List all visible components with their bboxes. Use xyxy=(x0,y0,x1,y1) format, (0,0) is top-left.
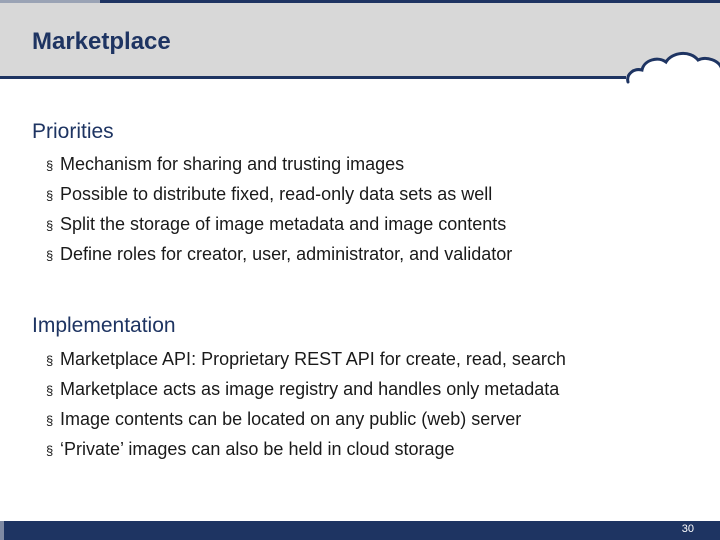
bullet-icon: § xyxy=(46,443,54,458)
bullet-icon: § xyxy=(46,158,54,173)
bullet-icon: § xyxy=(46,413,54,428)
list-item xyxy=(46,149,512,179)
bullet-text: ‘Private’ images can also be held in cloud storage xyxy=(60,439,455,459)
section-heading-priorities: Priorities xyxy=(32,120,114,143)
bullet-icon: § xyxy=(46,248,54,263)
priorities-list xyxy=(46,149,512,269)
list-item xyxy=(46,404,566,434)
slide-title: Marketplace xyxy=(32,28,171,55)
list-item xyxy=(46,209,512,239)
title-rule xyxy=(0,76,626,79)
list-item xyxy=(46,239,512,269)
list-item xyxy=(46,374,566,404)
bullet-icon: § xyxy=(46,383,54,398)
list-item xyxy=(46,344,566,374)
section-heading-implementation: Implementation xyxy=(32,314,176,337)
footer-accent xyxy=(0,521,4,540)
bullet-text: Marketplace acts as image registry and handles only metadata xyxy=(60,379,560,399)
page-number: 30 xyxy=(681,523,694,535)
cloud-icon xyxy=(624,50,720,84)
implementation-list xyxy=(46,344,566,464)
bullet-icon: § xyxy=(46,188,54,203)
list-item xyxy=(46,179,512,209)
bullet-icon: § xyxy=(46,353,54,368)
bullet-icon: § xyxy=(46,218,54,233)
bullet-text: Possible to distribute fixed, read-only data sets as well xyxy=(60,184,493,204)
bullet-text: Split the storage of image metadata and image contents xyxy=(60,214,507,234)
bullet-text: Image contents can be located on any public (web) server xyxy=(60,409,522,429)
footer-bar xyxy=(0,521,720,540)
bullet-text: Marketplace API: Proprietary REST API for create, read, search xyxy=(60,349,566,369)
bullet-text: Define roles for creator, user, administrator, and validator xyxy=(60,244,513,264)
list-item xyxy=(46,434,566,464)
bullet-text: Mechanism for sharing and trusting images xyxy=(60,154,405,174)
